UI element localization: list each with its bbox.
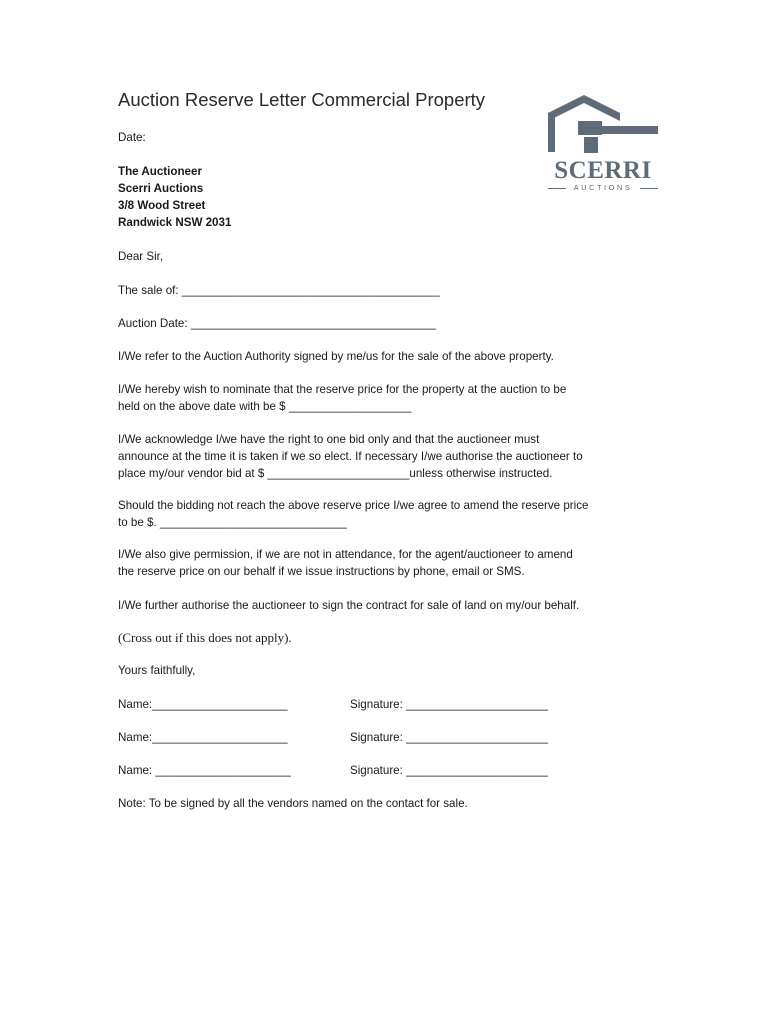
- closing: Yours faithfully,: [118, 664, 196, 677]
- signature-field-2: Signature: ______________________: [350, 731, 548, 744]
- paragraph-permission-line-2: the reserve price on our behalf if we issue instructions by phone, email or SMS.: [118, 565, 525, 578]
- paragraph-reserve-line-1: I/We hereby wish to nominate that the reserve price for the property at the auction to be: [118, 383, 567, 396]
- name-field-2: Name:_____________________: [118, 731, 288, 744]
- paragraph-reserve-line-2: held on the above date with be $ ___________________: [118, 400, 412, 413]
- logo-rule-right: [640, 188, 658, 189]
- name-field-1: Name:_____________________: [118, 698, 288, 711]
- address-line-3: 3/8 Wood Street: [118, 199, 206, 212]
- sale-of-field: The sale of: ________________________________________: [118, 284, 440, 297]
- paragraph-bid-line-1: I/We acknowledge I/we have the right to one bid only and that the auctioneer must: [118, 433, 540, 446]
- logo-subtitle: AUCTIONS: [573, 183, 633, 192]
- paragraph-permission-line-1: I/We also give permission, if we are not in attendance, for the agent/auctioneer to amend: [118, 548, 573, 561]
- paragraph-bid-line-2: announce at the time it is taken if we so elect. If necessary I/we authorise the auctioneer to: [118, 450, 583, 463]
- paragraph-amend-line-1: Should the bidding not reach the above reserve price I/we agree to amend the reserve price: [118, 499, 589, 512]
- signing-note: Note: To be signed by all the vendors named on the contact for sale.: [118, 797, 468, 810]
- cross-out-note: (Cross out if this does not apply).: [118, 630, 292, 645]
- auction-date-field: Auction Date: ______________________________________: [118, 317, 436, 330]
- salutation: Dear Sir,: [118, 250, 164, 263]
- paragraph-authority: I/We refer to the Auction Authority signed by me/us for the sale of the above property.: [118, 350, 554, 363]
- paragraph-amend-line-2: to be $. _____________________________: [118, 516, 347, 529]
- date-label: Date:: [118, 131, 146, 144]
- address-line-4: Randwick NSW 2031: [118, 216, 232, 229]
- document-title: Auction Reserve Letter Commercial Property: [118, 89, 486, 110]
- address-line-2: Scerri Auctions: [118, 182, 204, 195]
- address-line-1: The Auctioneer: [118, 165, 202, 178]
- name-field-3: Name: _____________________: [118, 764, 291, 777]
- logo-wordmark: SCERRI: [554, 157, 652, 184]
- paragraph-contract: I/We further authorise the auctioneer to sign the contract for sale of land on my/our behalf.: [118, 599, 580, 612]
- signature-field-1: Signature: ______________________: [350, 698, 548, 711]
- signature-field-3: Signature: ______________________: [350, 764, 548, 777]
- paragraph-bid-line-3: place my/our vendor bid at $ ______________________unless otherwise instructed.: [118, 467, 553, 480]
